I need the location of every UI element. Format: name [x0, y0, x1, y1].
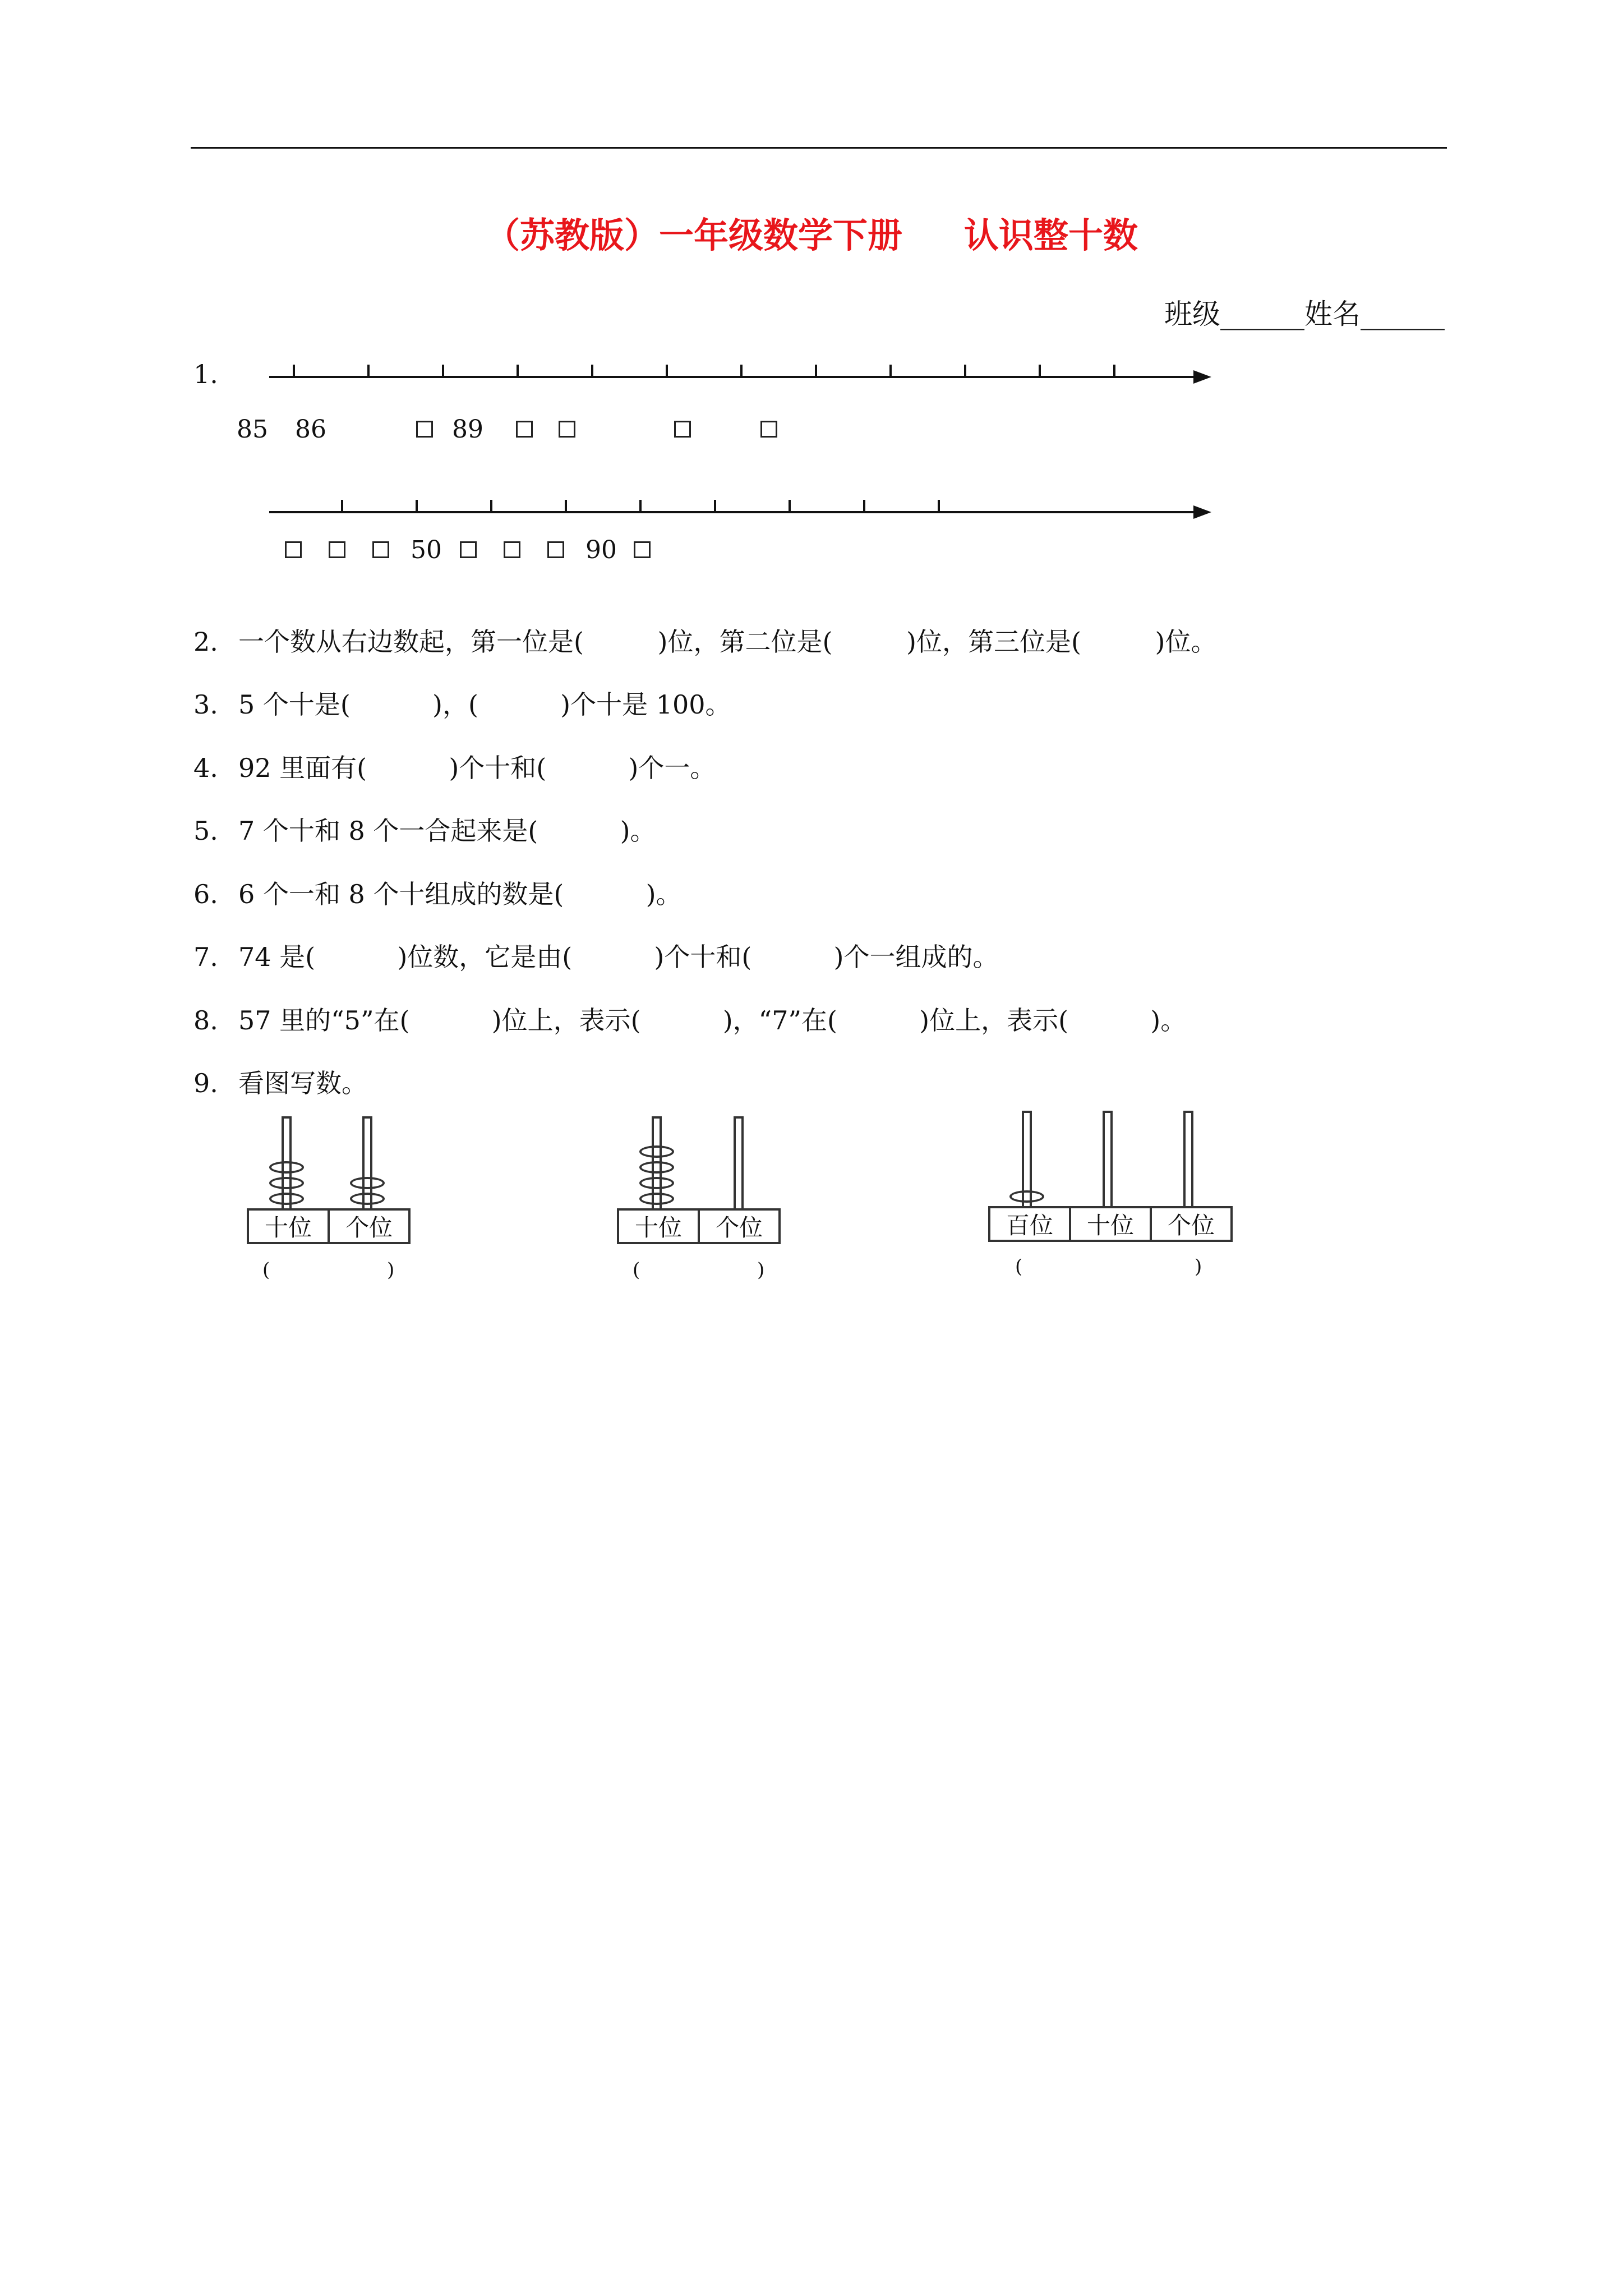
label-ones: 个位 [715, 1214, 763, 1241]
question-7: 7. 74 是( )位数，它是由( )个十和( )个一组成的。 [193, 942, 999, 972]
place-value-label [988, 1206, 1233, 1242]
question-3: 3. 5 个十是( )，( )个十是 100。 [193, 689, 731, 720]
arrow-head-1 [1193, 370, 1211, 384]
bead [1009, 1190, 1044, 1203]
answer-box[interactable] [760, 421, 777, 438]
label-89: 89 [452, 415, 483, 444]
bead [639, 1145, 674, 1158]
bead [639, 1177, 674, 1189]
question-5: 5. 7 个十和 8 个一合起来是( )。 [193, 816, 656, 846]
question-2: 2. 一个数从右边数起，第一位是( )位，第二位是( )位，第三位是( )位。 [193, 627, 1217, 657]
title-part1: （苏教版）一年级数学下册 [485, 215, 902, 256]
label-tens: 十位 [619, 1211, 700, 1242]
answer-box[interactable] [504, 541, 520, 558]
label-86: 86 [295, 415, 326, 444]
answer-box[interactable] [634, 541, 651, 558]
answer-paren-open: ( [262, 1259, 270, 1281]
question-6: 6. 6 个一和 8 个十组成的数是( )。 [193, 879, 682, 909]
bead [639, 1161, 674, 1174]
answer-box[interactable] [516, 421, 533, 438]
answer-box[interactable] [674, 421, 691, 438]
label-hundreds: 百位 [990, 1208, 1071, 1240]
answer-box[interactable] [547, 541, 564, 558]
answer-paren-close: ) [1195, 1255, 1202, 1278]
line2-ticks [342, 500, 939, 512]
label-50: 50 [411, 536, 442, 564]
place-value-label [617, 1208, 781, 1244]
answer-paren-open: ( [1015, 1255, 1023, 1278]
answer-paren-close: ) [387, 1259, 395, 1281]
answer-box[interactable] [285, 541, 302, 558]
bead [350, 1193, 385, 1205]
answer-paren-close: ) [757, 1259, 765, 1281]
answer-box[interactable] [559, 421, 575, 438]
bead [269, 1161, 304, 1174]
label-85: 85 [237, 415, 268, 444]
answer-box[interactable] [460, 541, 477, 558]
label-tens: 十位 [249, 1211, 330, 1242]
class-name-field: 班级______姓名______ [1164, 298, 1445, 330]
answer-box[interactable] [416, 421, 433, 438]
bead [639, 1193, 674, 1205]
label-tens: 十位 [1071, 1208, 1152, 1240]
place-value-label [247, 1208, 411, 1244]
arrow-head-2 [1193, 505, 1211, 519]
question-8: 8. 57 里的“5”在( )位上，表示( )，“7”在( )位上，表示( )。 [193, 1005, 1187, 1036]
question-9: 9. 看图写数。 [193, 1068, 367, 1098]
question-4: 4. 92 里面有( )个十和( )个一。 [193, 753, 716, 783]
answer-box[interactable] [372, 541, 389, 558]
bead [269, 1177, 304, 1189]
title-part2: 认识整十数 [964, 215, 1138, 256]
label-ones: 个位 [345, 1214, 393, 1241]
rod-ones [1183, 1111, 1193, 1207]
q1-number: 1. [193, 359, 218, 389]
rod-ones [734, 1116, 744, 1209]
rod-tens [1103, 1111, 1113, 1207]
label-90: 90 [585, 536, 617, 564]
answer-paren-open: ( [633, 1259, 640, 1281]
line1-ticks [294, 365, 1114, 377]
answer-box[interactable] [329, 541, 345, 558]
bead [269, 1193, 304, 1205]
bead [350, 1177, 385, 1189]
label-ones: 个位 [1167, 1212, 1215, 1239]
